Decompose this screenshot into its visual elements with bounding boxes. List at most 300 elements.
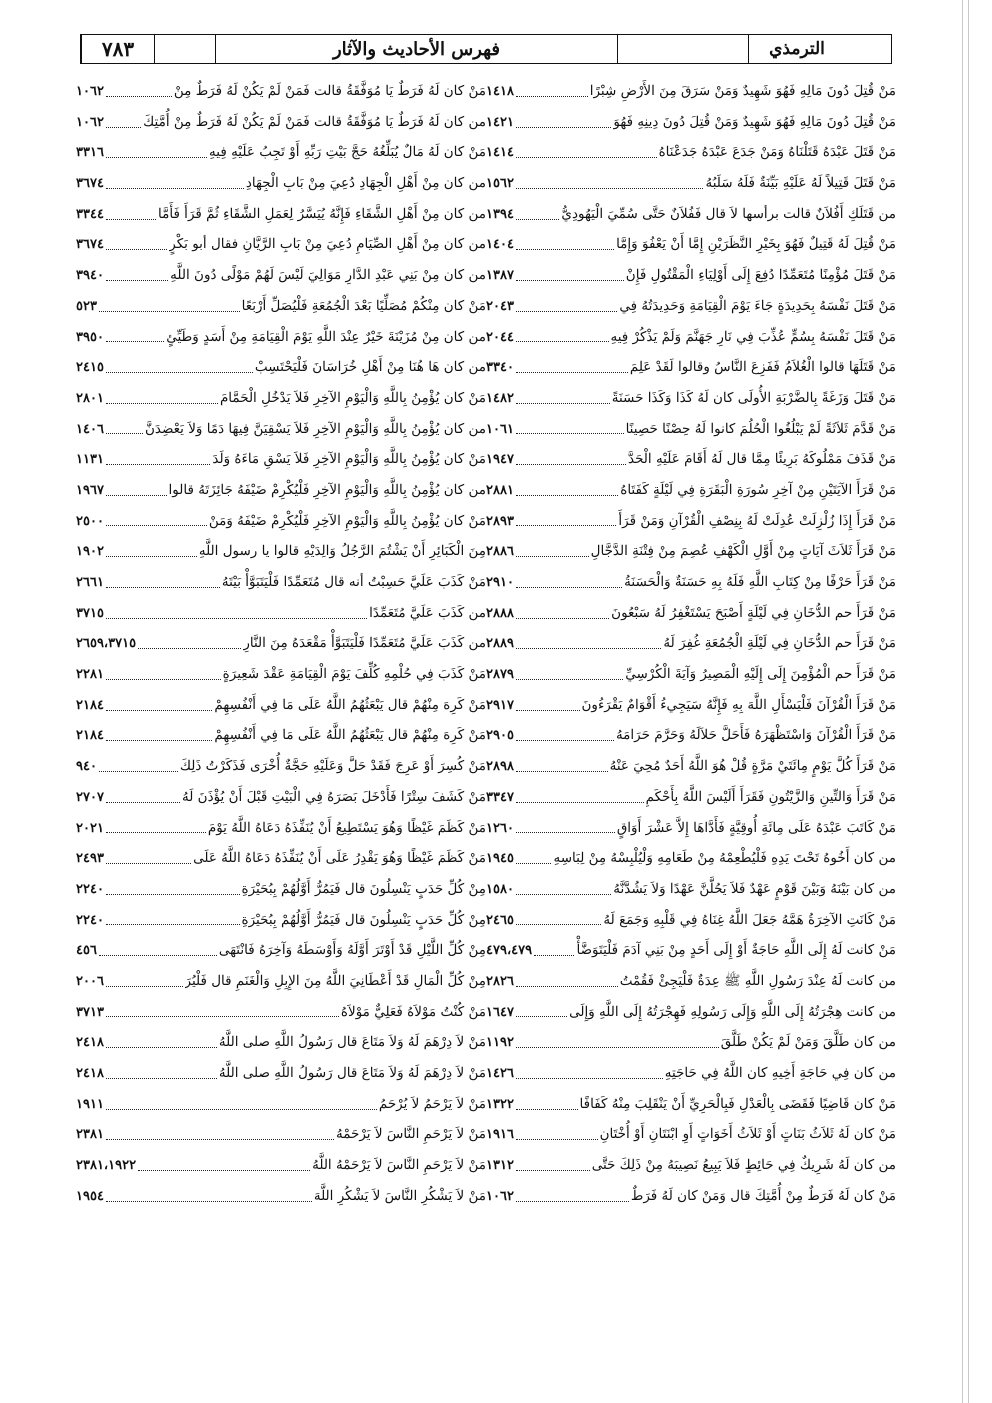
index-entry [486, 107, 896, 138]
dot-leader [106, 894, 240, 895]
hadith-number: ٣٣٤٧ [486, 789, 514, 805]
hadith-text: مَنْ لاَ يَرْحَمُ لاَ يُرْحَمُ [378, 1095, 486, 1112]
hadith-text: مَنْ قَتَلَ مُؤْمِنًا مُتَعَمِّدًا دُفِعَ إِلَى أَوْلِيَاءِ الْمَقْتُولِ فَإِنْ [625, 267, 896, 284]
hadith-text: مَنْ كان يُؤْمِنُ بِاللَّهِ وَالْيَوْمِ الآخِرِ فَلاَ يَدْخُلِ الْحَمَّامَ [219, 389, 486, 406]
dot-leader [516, 1109, 578, 1110]
hadith-number: ٢٠٠٦ [76, 973, 104, 989]
hadith-text: من كان يُؤْمِنُ بِاللَّهِ وَالْيَوْمِ الآخِرِ فَلاَ يَسْقِيَنَّ فِيهَا دَمًا وَلاَ يَعْضِدَنَّ [144, 420, 486, 437]
hadith-number: ٢٤١٨ [76, 1035, 104, 1051]
index-entry [76, 107, 486, 138]
index-entry [76, 168, 486, 199]
index-entry [486, 352, 896, 383]
hadith-text: مَنْ قَتَلَ وَزَغَةً بِالضَّرْبَةِ الأُولَى كان لَهُ كَذَا وَكَذَا حَسَنَةً [611, 389, 896, 406]
index-entry [486, 1181, 896, 1212]
index-entry [76, 1089, 486, 1120]
hadith-text: مَنْ كان لَهُ ثَلاَثُ بَنَاتٍ أَوْ ثَلاَثُ أَخَوَاتٍ أَوِ ابْنَتَانِ أَوْ أُخْتَانِ [599, 1126, 896, 1143]
dot-leader [516, 525, 616, 526]
index-entry [486, 444, 896, 475]
dot-leader [516, 280, 624, 281]
dot-leader [516, 495, 618, 496]
hadith-number: ٢٧٠٧ [76, 789, 104, 805]
index-entry [76, 997, 486, 1028]
hadith-text: مَنْ قُتِلَ دُونَ مَالِهِ فَهُوَ شَهِيدٌ وَمَنْ سَرَقَ مِنَ الأَرْضِ شِبْرًا [589, 83, 896, 99]
index-entry [486, 536, 896, 567]
hadith-text: مَنْ لاَ دِرْهَمَ لَهُ وَلاَ مَتَاعَ قال رَسُولُ اللَّهِ صلى اللَّهُ [218, 1065, 486, 1081]
hadith-number: ٢٨٨٨ [486, 605, 514, 621]
hadith-number: ٢٠٢١ [76, 820, 104, 836]
hadith-number: ٣٣٤٤ [76, 206, 104, 222]
dot-leader [516, 1078, 663, 1079]
dot-leader [516, 1170, 590, 1171]
hadith-text: مَنْ قَرَأَ حَرْفًا مِنْ كِتَابِ اللَّهِ فَلَهُ بِهِ حَسَنَةٌ وَالْحَسَنَةُ [624, 574, 896, 590]
dot-leader [106, 863, 191, 864]
hadith-number: ٢٠٤٣ [486, 298, 514, 314]
hadith-text: مَنْ كَشَفَ سِتْرًا فَأَدْخَلَ بَصَرَهُ فِي الْبَيْتِ قَبْلَ أَنْ يُؤْذَنَ لَهُ [182, 788, 486, 805]
hadith-number: ١٩٠٢ [76, 544, 104, 560]
hadith-number: ٢٩٠٥ [486, 728, 514, 744]
hadith-text: من كانت لَهُ عِنْدَ رَسُولِ اللَّهِ ﷺ عِدَةٌ فَلْيَجِئْ فَقُمْتُ [619, 972, 896, 989]
dot-leader [516, 403, 610, 404]
index-entry [76, 1058, 486, 1089]
hadith-number: ١٩١١ [76, 1096, 104, 1112]
dot-leader [106, 1016, 339, 1017]
dot-leader [106, 525, 207, 526]
dot-leader [516, 1047, 719, 1048]
dot-leader [516, 341, 609, 342]
hadith-text: مِنْ كُلِّ حَدَبٍ يَنْسِلُونَ قال فَيَمُرُّ أَوَّلُهُمْ بِبُحَيْرَةِ [241, 880, 486, 897]
dot-leader [516, 618, 609, 619]
page-number: ٧٨٣ [81, 35, 154, 63]
hadith-number: ٢٩١٧ [486, 697, 514, 713]
hadith-number: ٢٨٩٣ [486, 513, 514, 529]
hadith-number: ١٣٨٧ [486, 268, 514, 284]
index-entry [486, 414, 896, 445]
hadith-number: ١٢٦٠ [486, 820, 514, 836]
hadith-text: مَنْ لاَ يَشْكُرِ النَّاسَ لاَ يَشْكُرِ اللَّهَ [313, 1187, 486, 1204]
hadith-number: ٢٠٤٤ [486, 329, 514, 345]
hadith-text: مِنَ الْكَبَائِرِ أَنْ يَشْتُمَ الرَّجُلُ وَالِدَيْهِ قالوا يا رسول اللَّهِ [198, 543, 486, 560]
index-title: فهرس الأحاديث والآثار [215, 35, 617, 63]
dot-leader [99, 955, 217, 956]
index-entry [486, 997, 896, 1028]
dot-leader [516, 648, 661, 649]
index-entry [486, 843, 896, 874]
hadith-text: مَنْ قَتَلَ عَبْدَهُ قَتَلْنَاهُ وَمَنْ جَدَعَ عَبْدَهُ جَدَعْنَاهُ [658, 144, 896, 161]
index-entry [486, 76, 896, 107]
hadith-number: ١٩٦٧ [76, 482, 104, 498]
hadith-number: ١٠٦١ [486, 421, 514, 437]
hadith-text: مَنْ قَرَأَ حم الدُّخَانِ فِي لَيْلَةٍ أَصْبَحَ يَسْتَغْفِرُ لَهُ سَبْعُونَ [611, 604, 896, 621]
dot-leader [516, 802, 644, 803]
dot-leader [106, 157, 207, 158]
dot-leader [106, 495, 167, 496]
hadith-number: ١٩٤٥ [486, 851, 514, 867]
hadith-text: مَنْ قَدَّمَ ثَلاَثَةً لَمْ يَبْلُغُوا الْحُلُمَ كانوا لَهُ حِصْنًا حَصِينًا [625, 420, 896, 437]
hadith-text: من كان يُؤْمِنُ بِاللَّهِ وَالْيَوْمِ الآخِرِ فَلْيُكْرِمْ ضَيْفَهُ جَائِزَتَهُ قالوا [168, 481, 486, 498]
hadith-text: مَنْ قَرَأَ الْقُرْآنَ وَاسْتَظْهَرَهُ فَأَحَلَّ حَلاَلَهُ وَحَرَّمَ حَرَامَهُ [615, 727, 896, 744]
dot-leader [106, 556, 197, 557]
dot-leader [516, 710, 580, 711]
hadith-number: ١٤٠٤ [486, 237, 514, 253]
hadith-text: من كانت هِجْرَتُهُ إِلَى اللَّهِ وَإِلَى رَسُولِهِ فَهِجْرَتُهُ إِلَى اللَّهِ وَإِلَى [569, 1003, 896, 1020]
hadith-text: مَنْ قَرَأَ الْقُرْآنَ فَلْيَسْأَلِ اللَّهَ بِهِ فَإِنَّهُ سَيَجِيءُ أَقْوَامٌ يَقْرَءُونَ [581, 696, 896, 713]
dot-leader [106, 618, 367, 619]
index-entry [486, 966, 896, 997]
hadith-number: ١١٣١ [76, 452, 104, 468]
hadith-text: من كان هَا هُنَا مِنْ أَهْلِ خُرَاسَانَ فَلْيَحْتَسِبْ [254, 359, 486, 376]
index-entry [486, 1058, 896, 1089]
hadith-number: ١٠٦٢ [486, 1188, 514, 1204]
dot-leader [106, 219, 156, 220]
hadith-number: ٢٩١٠ [486, 575, 514, 590]
index-entry [76, 751, 486, 782]
dot-leader [106, 986, 183, 987]
hadith-number: ١٦٤٧ [486, 1004, 514, 1020]
dot-leader [516, 986, 618, 987]
index-entry [76, 229, 486, 260]
index-entry [486, 291, 896, 322]
hadith-number: ١١٩٢ [486, 1035, 514, 1051]
hadith-text: مِنْ كُلِّ اللَّيْلِ قَدْ أَوْتَرَ أَوَّلَهُ وَأَوْسَطَهُ وَآخِرَهُ فَانْتَهَى [218, 942, 486, 959]
index-entry [76, 444, 486, 475]
dot-leader [106, 740, 212, 741]
hadith-text: من كان مِنْ أَهْلِ الشَّقَاءِ فَإِنَّهُ يُيَسَّرُ لِعَمَلِ الشَّقَاءِ ثُمَّ قَرَأَ فَأَمَّا [157, 205, 486, 222]
hadith-text: من كان طَلَّقَ وَمَنْ لَمْ يَكُنْ طَلَّقَ [720, 1034, 896, 1051]
header-spacer-left [154, 35, 215, 63]
hadith-text: من كان مِنْ أَهْلِ الصِّيَامِ دُعِيَ مِنْ بَابِ الرَّيَّانِ فقال أبو بَكْرٍ [169, 236, 486, 253]
index-entry [76, 475, 486, 506]
hadith-number: ٣٩٤٠ [76, 268, 104, 284]
hadith-text: مَنْ كان يُؤْمِنُ بِاللَّهِ وَالْيَوْمِ الآخِرِ فَلْيُكْرِمْ ضَيْفَهُ وَمَنْ [208, 512, 486, 529]
hadith-text: مَنْ قَتَلَ نَفْسَهُ بِحَدِيدَةٍ جَاءَ يَوْمَ الْقِيَامَةِ وَحَدِيدَتُهُ فِي [619, 297, 896, 314]
index-entry [486, 782, 896, 813]
hadith-text: مَنْ كان لَهُ فَرَطٌ يَا مُوَفَّقَةُ قالت فَمَنْ لَمْ يَكُنْ لَهُ فَرَطٌ مِنْ [173, 83, 486, 99]
index-entry [76, 260, 486, 291]
dot-leader [106, 679, 221, 680]
index-entry [76, 843, 486, 874]
hadith-text: من كان بَيْنَهُ وَبَيْنَ قَوْمٍ عَهْدٌ فَلاَ يَحُلَّنَّ عَهْدًا وَلاَ يَشُدَّنَّهُ [613, 880, 896, 897]
hadith-number: ١٥٦٢ [486, 176, 514, 192]
index-entry [76, 322, 486, 353]
index-entry [486, 751, 896, 782]
hadith-text: مِنْ كُلِّ الْمَالِ قَدْ أَعْطَانِيَ اللَّهُ مِنَ الإِبِلِ وَالْغَنَمِ قال فَلْيُرَ [184, 972, 486, 989]
dot-leader [516, 894, 611, 895]
dot-leader [106, 1109, 377, 1110]
dot-leader [516, 372, 628, 373]
hadith-text: مَنْ قَتَلَهَا قالوا الْغُلاَمُ فَفَزِعَ النَّاسُ وقالوا لَقَدْ عَلِمَ [629, 359, 896, 376]
dot-leader [516, 1139, 598, 1140]
hadith-number: ١٤٠٦ [76, 421, 104, 437]
index-entry [76, 598, 486, 629]
hadith-text: مَنْ قَرَأَ وَالتِّينِ وَالزَّيْتُونِ فَقَرَأَ أَلَيْسَ اللَّهُ بِأَحْكَمِ [645, 788, 896, 805]
index-entry [76, 137, 486, 168]
hadith-number: ١٣٢٢ [486, 1096, 514, 1112]
hadith-number: ١٤١٨ [486, 84, 514, 99]
dot-leader [106, 924, 240, 925]
hadith-number: ٤٥٦ [76, 943, 97, 959]
hadith-number: ٥٢٣ [76, 298, 97, 314]
hadith-text: مَنْ كَرِهَ مِنْهُمْ قال يَبْعَثُهُمُ اللَّهُ عَلَى مَا فِي أَنْفُسِهِمْ [214, 727, 486, 744]
index-entry [486, 935, 896, 966]
page-header [80, 34, 892, 64]
hadith-number: ١٤٢١ [486, 114, 514, 130]
dot-leader [516, 771, 608, 772]
index-entry [76, 1150, 486, 1181]
hadith-text: مَنْ كَذَبَ فِي حُلْمِهِ كُلِّفَ يَوْمَ الْقِيَامَةِ عَقْدَ شَعِيرَةٍ [222, 666, 486, 683]
index-entry [486, 260, 896, 291]
hadith-text: مَنْ قُتِلَ لَهُ قَتِيلٌ فَهُوَ بِخَيْرِ النَّظَرَيْنِ إِمَّا أَنْ يَعْفُوَ وَإِمَّا [616, 236, 896, 253]
index-entry [486, 322, 896, 353]
book-title: الترمذي [748, 35, 845, 63]
hadith-text: من كان مِنْ بَنِي عَبْدِ الدَّارِ مَوَالِيَ لَيْسَ لَهُمْ مَوْلًى دُونَ اللَّهِ [170, 267, 486, 284]
index-entry [486, 905, 896, 936]
index-entry [76, 966, 486, 997]
dot-leader [516, 433, 624, 434]
hadith-text: مَنْ كَاتَبَ عَبْدَهُ عَلَى مِائَةِ أُوقِيَّةٍ فَأَدَّاهَا إِلاَّ عَشْرَ أَوَاقٍ [616, 819, 896, 836]
dot-leader [516, 863, 552, 864]
dot-leader [106, 372, 253, 373]
hadith-number: ٣٧١٣ [76, 1004, 104, 1020]
index-entry [76, 506, 486, 537]
dot-leader [516, 924, 601, 925]
hadith-number: ٢٢٤٠ [76, 881, 104, 897]
index-entry [76, 383, 486, 414]
index-entry [76, 536, 486, 567]
hadith-number: ٢٤١٥ [76, 360, 104, 376]
dot-leader [106, 587, 220, 588]
dot-leader [106, 403, 218, 404]
dot-leader [138, 648, 241, 649]
hadith-text: مَنْ كان لَهُ فَرَطٌ مِنْ أُمَّتِكَ قال وَمَنْ كان لَهُ فَرَطٌ [630, 1187, 896, 1204]
index-entry [486, 168, 896, 199]
hadith-text: مَنْ كان قَاضِيًا فَقَضَى بِالْعَدْلِ فَبِالْحَرِيِّ أَنْ يَنْقَلِبَ مِنْهُ كَفَافًا [579, 1095, 896, 1112]
hadith-text: مَنْ كَانَتِ الآخِرَةُ هَمَّهُ جَعَلَ اللَّهُ غِنَاهُ فِي قَلْبِهِ وَجَمَعَ لَهُ [603, 911, 896, 928]
index-entry [486, 1089, 896, 1120]
dot-leader [106, 1201, 312, 1202]
dot-leader [516, 1201, 629, 1202]
hadith-text: مَنْ كُنْتُ مَوْلاَهُ فَعَلِيٌّ مَوْلاَهُ [340, 1003, 486, 1020]
hadith-text: من قَتَلَكِ أَفُلاَنٌ قالت برأسها لاَ قال فَفُلاَنٌ حَتَّى سُمِّيَ الْيَهُودِيُّ [561, 205, 896, 222]
hadith-text: مَنْ قَرَأَ حم الْمُؤْمِنَ إِلَى إِلَيْهِ الْمَصِيرُ وَآيَةَ الْكُرْسِيِّ [625, 666, 896, 683]
hadith-text: من كَذَبَ عَلَيَّ مُتَعَمِّدًا [369, 604, 486, 621]
hadith-number: ٢١٨٤ [76, 728, 104, 744]
dot-leader [516, 311, 617, 312]
index-entry [76, 1181, 486, 1212]
hadith-text: مَنْ كان مِنْكُمْ مُصَلِّيًا بَعْدَ الْجُمُعَةِ فَلْيُصَلِّ أَرْبَعًا [241, 297, 486, 314]
dot-leader [106, 802, 180, 803]
hadith-number: ٤٧٩،٤٧٩ [486, 943, 533, 959]
hadith-text: مَنْ قَتَلَ قَتِيلاً لَهُ عَلَيْهِ بَيِّنَةٌ فَلَهُ سَلَبُهُ [705, 175, 896, 192]
hadith-text: من كان مِنْ أَهْلِ الْجِهَادِ دُعِيَ مِنْ بَابِ الْجِهَادِ [245, 175, 486, 192]
index-entry [76, 659, 486, 690]
hadith-text: مَنْ لاَ يَرْحَمِ النَّاسَ لاَ يَرْحَمْهُ اللَّهُ [312, 1157, 486, 1174]
hadith-text: مَنْ لاَ يَرْحَمِ النَّاسَ لاَ يَرْحَمْهُ [335, 1126, 486, 1143]
hadith-number: ٢٤٦٥ [486, 912, 514, 928]
hadith-text: مَنْ كَذَبَ عَلَيَّ حَسِبْتُ أنه قال مُتَعَمِّدًا فَلْيَتَبَوَّأْ بَيْتَهُ [221, 574, 486, 590]
index-entry [76, 291, 486, 322]
hadith-number: ١٣١٢ [486, 1158, 514, 1174]
hadith-text: مَنْ قَرَأَ حم الدُّخَانِ فِي لَيْلَةِ الْجُمُعَةِ غُفِرَ لَهُ [663, 635, 896, 652]
dot-leader [106, 96, 172, 97]
index-entry [76, 414, 486, 445]
hadith-text: مَنْ قَتَلَ نَفْسَهُ بِسُمٍّ عُذِّبَ فِي نَارِ جَهَنَّمَ وَلَمْ يَذْكُرْ فِيهِ [610, 328, 896, 345]
hadith-number: ٢٨٩٨ [486, 759, 514, 775]
index-entry [76, 690, 486, 721]
hadith-number: ١٩١٦ [486, 1127, 514, 1143]
index-entry [76, 782, 486, 813]
dot-leader [534, 955, 574, 956]
hadith-number: ٢٨٢٦ [486, 973, 514, 989]
index-entry [76, 935, 486, 966]
dot-leader [106, 127, 141, 128]
index-entry [76, 628, 486, 659]
index-entry [76, 76, 486, 107]
dot-leader [516, 587, 622, 588]
hadith-text: مَنْ قَرَأَ ثَلاَثَ آيَاتٍ مِنْ أَوَّلِ الْكَهْفِ عُصِمَ مِنْ فِتْنَةِ الدَّجَّالِ [590, 543, 896, 560]
dot-leader [106, 188, 244, 189]
hadith-number: ٩٤٠ [76, 759, 97, 775]
hadith-text: من كَذَبَ عَلَيَّ مُتَعَمِّدًا فَلْيَتَبَوَّأْ مَقْعَدَهُ مِنَ النَّارِ [243, 635, 486, 652]
hadith-number: ٣٦٧٤ [76, 176, 104, 192]
hadith-text: مَنْ قَرَأَ إِذَا زُلْزِلَتْ عُدِلَتْ لَهُ بِنِصْفِ الْقُرْآنِ وَمَنْ قَرَأَ [618, 512, 896, 529]
dot-leader [516, 219, 559, 220]
dot-leader [516, 1016, 567, 1017]
dot-leader [106, 710, 212, 711]
page-edge-line [968, 0, 969, 1403]
hadith-number: ٢٦٦١ [76, 575, 104, 590]
hadith-text: مَنْ كَظَمَ غَيْظًا وَهُوَ يَسْتَطِيعُ أَنْ يُنَفِّذَهُ دَعَاهُ اللَّهُ يَوْمَ [207, 819, 486, 836]
hadith-number: ٣٣٤٠ [486, 360, 514, 376]
hadith-number: ٢٨٠١ [76, 390, 104, 406]
index-entry [76, 874, 486, 905]
hadith-number: ٢٣٨١ [76, 1127, 104, 1143]
page-edge-line [962, 0, 963, 1403]
hadith-number: ٢٢٤٠ [76, 912, 104, 928]
hadith-text: مَنْ لاَ دِرْهَمَ لَهُ وَلاَ مَتَاعَ قال رَسُولُ اللَّهِ صلى اللَّهُ [218, 1034, 486, 1051]
hadith-number: ٢٦٥٩،٣٧١٥ [76, 636, 137, 652]
index-entry [76, 352, 486, 383]
index-entry [486, 720, 896, 751]
hadith-number: ٢١٨٤ [76, 697, 104, 713]
hadith-number: ١٩٥٤ [76, 1188, 104, 1204]
hadith-number: ١٩٤٧ [486, 452, 514, 468]
dot-leader [106, 341, 164, 342]
index-entry [76, 1027, 486, 1058]
dot-leader [516, 464, 626, 465]
right-column [486, 76, 896, 1211]
dot-leader [516, 188, 704, 189]
dot-leader [106, 433, 143, 434]
index-entry [486, 659, 896, 690]
index-entry [486, 137, 896, 168]
hadith-text: مَنْ قَرَأَ كُلَّ يَوْمٍ مِائَتَيْ مَرَّةٍ قُلْ هُوَ اللَّهُ أَحَدٌ مُحِيَ عَنْهُ [609, 758, 896, 775]
hadith-number: ٢٤٩٣ [76, 851, 104, 867]
hadith-text: من كان أَخُوهُ تَحْتَ يَدِهِ فَلْيُطْعِمْهُ مِنْ طَعَامِهِ وَلْيُلْبِسْهُ مِنْ لِبَاسِهِ [553, 850, 896, 867]
hadith-number: ١٤١٤ [486, 145, 514, 161]
hadith-number: ٢٨٨٦ [486, 544, 514, 560]
dot-leader [106, 1047, 217, 1048]
dot-leader [106, 280, 168, 281]
dot-leader [138, 1170, 310, 1171]
dot-leader [106, 249, 167, 250]
hadith-number: ٢٥٠٠ [76, 513, 104, 529]
hadith-number: ٢٨٨١ [486, 482, 514, 498]
hadith-number: ٣٩٥٠ [76, 329, 104, 345]
dot-leader [516, 96, 588, 97]
index-entry [486, 199, 896, 230]
dot-leader [516, 157, 657, 158]
hadith-text: مَنْ قُتِلَ دُونَ مَالِهِ فَهُوَ شَهِيدٌ وَمَنْ قُتِلَ دُونَ دِينِهِ فَهُوَ [613, 113, 896, 130]
index-entry [486, 567, 896, 598]
dot-leader [516, 832, 615, 833]
hadith-number: ١٠٦٢ [76, 84, 104, 99]
hadith-number: ١٤٨٢ [486, 390, 514, 406]
hadith-number: ٢٨٨٩ [486, 636, 514, 652]
header-edge-cell [845, 35, 891, 63]
header-spacer-right [617, 35, 748, 63]
dot-leader [516, 740, 614, 741]
index-entry [486, 598, 896, 629]
hadith-text: مَنْ كان يُؤْمِنُ بِاللَّهِ وَالْيَوْمِ الآخِرِ فَلاَ يَسْقِ مَاءَهُ وَلَدَ [212, 451, 486, 468]
index-entry [486, 628, 896, 659]
hadith-text: من كان لَهُ شَرِيكٌ فِي حَائِطٍ فَلاَ يَبِيعُ نَصِيبَهُ مِنْ ذَلِكَ حَتَّى [591, 1157, 896, 1174]
hadith-text: مَنْ كان لَهُ مَالٌ يُبَلِّغُهُ حَجَّ بَيْتِ رَبِّهِ أَوْ تَجِبُ عَلَيْهِ فِيهِ [209, 144, 486, 161]
index-entry [76, 567, 486, 598]
index-entry [76, 905, 486, 936]
hadith-text: مَنْ كَظَمَ غَيْظًا وَهُوَ يَقْدِرُ عَلَى أَنْ يُنَفِّذَهُ دَعَاهُ اللَّهُ عَلَى [193, 850, 486, 867]
index-entry [486, 690, 896, 721]
hadith-text: من كان لَهُ فَرَطٌ يَا مُوَفَّقَةُ قالت فَمَنْ لَمْ يَكُنْ لَهُ فَرَطٌ مِنْ أُمَّتِكَ [143, 113, 486, 130]
dot-leader [106, 832, 206, 833]
dot-leader [106, 1078, 217, 1079]
hadith-number: ١٠٦٢ [76, 114, 104, 130]
hadith-number: ٣٣١٦ [76, 145, 104, 161]
hadith-number: ١٤٢٦ [486, 1066, 514, 1081]
hadith-text: مَنْ كانت لَهُ إِلَى اللَّهِ حَاجَةٌ أَوْ إِلَى أَحَدٍ مِنْ بَنِي آدَمَ فَلْيَتَوَضَّأْ [576, 942, 896, 959]
hadith-text: مَنْ قَرَأَ الآيَتَيْنِ مِنْ آخِرِ سُورَةِ الْبَقَرَةِ فِي لَيْلَةٍ كَفَتَاهُ [620, 481, 896, 498]
hadith-number: ٢٢٨١ [76, 667, 104, 683]
index-entry [486, 475, 896, 506]
hadith-number: ٢٨٧٩ [486, 667, 514, 683]
hadith-text: مَنْ كَرِهَ مِنْهُمْ قال يَبْعَثُهُمُ اللَّهُ عَلَى مَا فِي أَنْفُسِهِمْ [214, 696, 486, 713]
dot-leader [106, 464, 210, 465]
index-entry [486, 383, 896, 414]
hadith-text: من كان مِنْ مُزَيْنَةَ خَيْرٌ عِنْدَ اللَّهِ يَوْمَ الْقِيَامَةِ مِنْ أَسَدٍ وَطَيِّئٍ [166, 328, 486, 345]
hadith-text: مِنْ كُلِّ حَدَبٍ يَنْسِلُونَ قال فَيَمُرُّ أَوَّلُهُمْ بِبُحَيْرَةِ [241, 911, 486, 928]
dot-leader [516, 556, 589, 557]
index-entry [486, 813, 896, 844]
hadith-text: مَنْ قَذَفَ مَمْلُوكَهُ بَرِيئًا مِمَّا قال لَهُ أَقَامَ عَلَيْهِ الْحَدَّ [627, 451, 896, 468]
index-entry [76, 813, 486, 844]
left-column [76, 76, 486, 1211]
index-entry [486, 1119, 896, 1150]
index-entry [486, 506, 896, 537]
index-entry [486, 874, 896, 905]
hadith-number: ١٥٨٠ [486, 881, 514, 897]
dot-leader [516, 249, 614, 250]
dot-leader [99, 771, 178, 772]
dot-leader [99, 311, 240, 312]
index-entry [486, 1027, 896, 1058]
index-entry [76, 720, 486, 751]
hadith-number: ٣٦٧٤ [76, 237, 104, 253]
hadith-number: ٢٤١٨ [76, 1066, 104, 1081]
hadith-number: ٣٧١٥ [76, 605, 104, 621]
dot-leader [516, 679, 623, 680]
index-entry [76, 1119, 486, 1150]
hadith-number: ٢٣٨١،١٩٢٢ [76, 1158, 137, 1174]
index-entry [76, 199, 486, 230]
